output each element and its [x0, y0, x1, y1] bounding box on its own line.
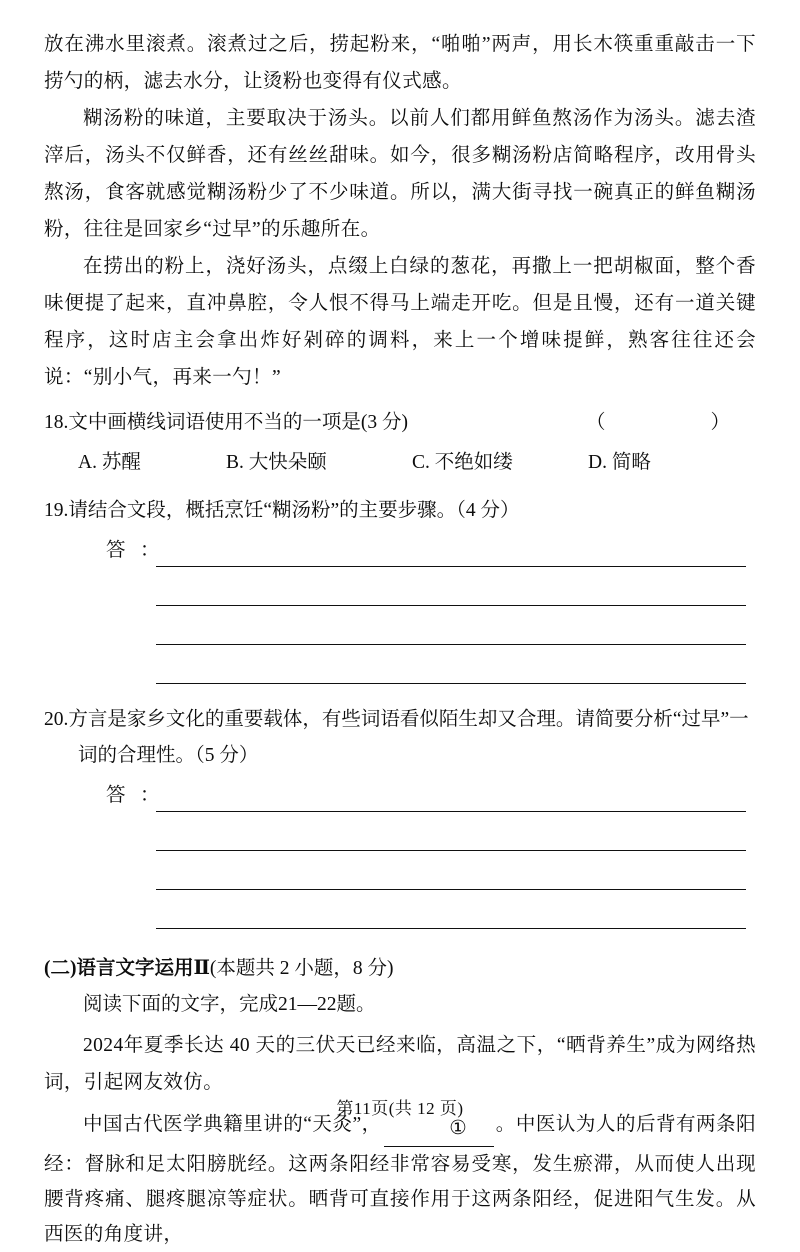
answer-writing-line[interactable] [156, 606, 746, 645]
question-20 [44, 702, 756, 774]
body-paragraph-2: 糊汤粉的味道，主要取决于汤头。以前人们都用鲜鱼熬汤作为汤头。滤去渣滓后，汤头不仅鲜香，还有丝丝甜味。如今，很多糊汤粉店简略程序，改用骨头熬汤，食客就感觉糊汤粉少了不少味道。所以，满大街寻找一碗真正的鲜鱼糊汤粉，往往是回家乡“过早”的乐趣所在。 [44, 108, 756, 240]
body-paragraph-1: 放在沸水里滚煮。滚煮过之后，捞起粉来，“啪啪”两声，用长木筷重重敲击一下捞勺的柄，滤去水分，让烫粉也变得有仪式感。 [44, 34, 756, 92]
answer-label: 答 [106, 540, 126, 561]
question-20-text-line-1: 方言是家乡文化的重要载体，有些词语看似陌生却又合理。请简要分析“过早”一 [68, 709, 749, 730]
section-heading-bold: (二)语言文字运用Ⅱ [44, 958, 210, 979]
section-heading-2 [44, 951, 756, 987]
question-18-options [44, 445, 756, 481]
section-2-paragraph-1: 2024年夏季长达 40 天的三伏天已经来临，高温之下，“晒背养生”成为网络热词，引起网友效仿。 [44, 1035, 756, 1093]
section-2-paragraph-2-continued: 督脉和足太阳膀胱经。这两条阳经非常容易受寒，发生瘀滞，从而使人出现腰背疼痛、腿疼腿凉等症状。晒背可直接作用于这两条阳经，促进阳气生发。从西医的角度讲， [44, 1154, 756, 1245]
question-18-number: 18. [44, 412, 69, 433]
page-footer [0, 1093, 800, 1120]
question-19 [44, 493, 756, 529]
fill-in-blank-1[interactable]: ① [384, 1111, 494, 1147]
option-a[interactable]: A. 苏醒 [78, 452, 141, 473]
answer-label: 答 [106, 785, 126, 806]
question-20-answer-row-2 [106, 812, 756, 851]
answer-writing-line[interactable] [156, 812, 746, 851]
answer-colon: ： [140, 540, 160, 561]
option-d[interactable]: D. 简略 [588, 452, 651, 473]
section-heading-detail: (本题共 2 小题，8 分) [209, 958, 394, 979]
question-20-answer-row-4 [106, 890, 756, 929]
option-c[interactable]: C. 不绝如缕 [412, 452, 513, 473]
body-paragraph-3: 在捞出的粉上，浇好汤头，点缀上白绿的葱花，再撒上一把胡椒面，整个香味便提了起来，直冲鼻腔，令人恨不得马上端走开吃。但是且慢，还有一道关键程序，这时店主会拿出炸好剁碎的调料，来上一个增味提鲜，熟客往往还会说：“别小气，再来一勺！” [44, 256, 756, 388]
question-19-text: 请结合文段，概括烹饪“糊汤粉”的主要步骤。（4 分） [68, 500, 520, 521]
question-20-answer-first-row [106, 780, 756, 812]
question-19-answer-first-row [106, 535, 756, 567]
section-2-instruction: 阅读下面的文字，完成21—22题。 [83, 994, 376, 1015]
question-20-number: 20. [44, 709, 69, 730]
question-19-answer-row-3 [106, 606, 756, 645]
section-2-paragraph-2-part-2: 。中医认为人的后背有两条阳经： [44, 1114, 756, 1175]
option-b[interactable]: B. 大快朵颐 [226, 452, 327, 473]
page-number: 第11页(共 12 页) [336, 1099, 464, 1118]
answer-writing-line[interactable] [156, 567, 746, 606]
question-18-text: 文中画横线词语使用不当的一项是(3 分) [68, 412, 408, 433]
question-18-answer-brackets: （ ） [585, 412, 752, 433]
section-2-paragraph-2-part-1: 中国古代医学典籍里讲的“天灸”， [83, 1114, 382, 1135]
question-19-answer-row-4 [106, 645, 756, 684]
answer-writing-line[interactable] [156, 890, 746, 929]
answer-colon: ： [140, 785, 160, 806]
question-20-text-line-2: 词的合理性。（5 分） [78, 745, 259, 766]
question-20-answer-area [44, 780, 756, 929]
question-20-answer-row-3 [106, 851, 756, 890]
question-19-answer-row-2 [106, 567, 756, 606]
section-2-paragraph-2 [44, 1107, 756, 1252]
question-18 [44, 405, 756, 441]
answer-writing-line[interactable] [156, 785, 746, 812]
answer-writing-line[interactable] [156, 540, 746, 567]
question-19-number: 19. [44, 500, 69, 521]
answer-writing-line[interactable] [156, 645, 746, 684]
question-19-answer-area [44, 535, 756, 684]
answer-writing-line[interactable] [156, 851, 746, 890]
